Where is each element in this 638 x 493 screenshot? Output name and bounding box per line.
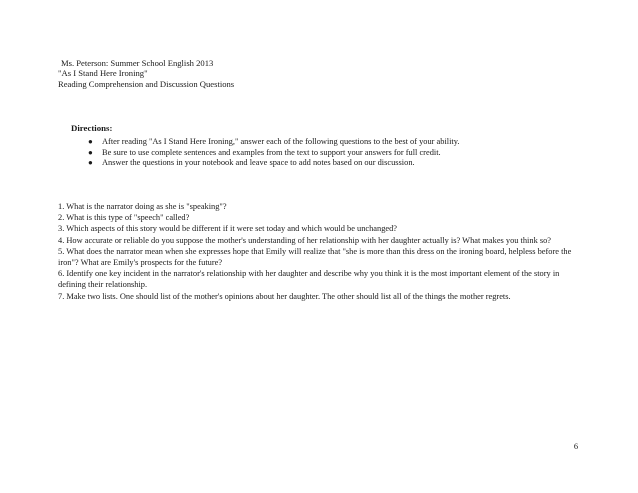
question-item: 5. What does the narrator mean when she expresses hope that Emily will realize that "she is more than this dress on the ironing board, helpless before the iron"? What are Emily's prospects for the future? (58, 246, 572, 268)
directions-item (71, 137, 611, 148)
document-header (58, 58, 234, 89)
course-title: Ms. Peterson: Summer School English 2013 (61, 58, 214, 68)
directions-item-text: After reading "As I Stand Here Ironing," answer each of the following questions to the best of your ability. (102, 137, 460, 146)
bullet-icon: ● (88, 137, 93, 146)
directions-section (71, 123, 611, 169)
question-item: 2. What is this type of "speech" called? (58, 213, 190, 223)
directions-list (71, 137, 611, 169)
page-number: 6 (573, 442, 578, 451)
bullet-icon: ● (88, 158, 93, 168)
bullet-icon: ● (88, 147, 93, 157)
directions-item-text: Be sure to use complete sentences and examples from the text to support your answers for full credit. (102, 147, 441, 157)
directions-item-text: Answer the questions in your notebook and leave space to add notes based on our discussion. (102, 158, 415, 168)
question-item: 1. What is the narrator doing as she is "speaking"? (58, 202, 227, 211)
directions-item (71, 148, 611, 159)
question-item: 4. How accurate or reliable do you suppose the mother's understanding of her relationship with her daughter actually is? What makes you think so? (58, 235, 552, 245)
directions-heading: Directions: (71, 123, 113, 133)
question-item: 3. Which aspects of this story would be different if it were set today and which would be unchanged? (58, 224, 398, 234)
worksheet-title: Reading Comprehension and Discussion Questions (58, 78, 235, 89)
question-item: 6. Identify one key incident in the narrator's relationship with her daughter and describe why you think it is the most important element of the story in defining their relationship. (58, 269, 560, 290)
story-title: "As I Stand Here Ironing" (58, 68, 148, 79)
question-item: 7. Make two lists. One should list of the mother's opinions about her daughter. The other should list all of the things the mother regrets. (58, 291, 511, 301)
questions-list (58, 201, 588, 302)
directions-item (71, 158, 611, 169)
